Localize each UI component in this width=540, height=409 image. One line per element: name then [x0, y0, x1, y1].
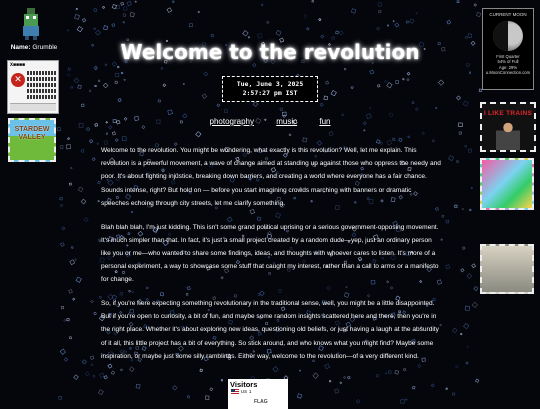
star — [280, 108, 283, 111]
star — [410, 19, 414, 23]
star — [331, 90, 336, 95]
star — [320, 103, 323, 106]
star — [412, 102, 414, 104]
star — [91, 364, 93, 366]
i-like-trains-stamp-text: I LIKE TRAINS — [482, 110, 534, 117]
star — [94, 9, 97, 12]
star — [75, 14, 80, 19]
widget-logo: X■■■■ — [10, 62, 25, 68]
star — [127, 1, 132, 6]
nav-link-photography[interactable]: photography — [210, 117, 254, 126]
star — [97, 143, 99, 145]
star — [85, 372, 89, 376]
star — [416, 108, 419, 111]
star — [396, 80, 399, 83]
photo-stamp — [480, 244, 534, 294]
star — [112, 24, 115, 27]
star — [467, 274, 472, 279]
visitor-count: 1 — [249, 389, 251, 394]
star — [163, 84, 166, 87]
star — [67, 318, 70, 321]
star — [64, 319, 66, 321]
i-like-trains-stamp — [480, 102, 536, 152]
star — [68, 74, 70, 76]
star — [104, 26, 108, 30]
star — [158, 100, 161, 103]
star — [217, 104, 220, 107]
star — [103, 83, 108, 88]
star — [130, 13, 134, 17]
star — [98, 181, 101, 184]
pet-sprite — [18, 6, 44, 42]
star — [438, 80, 443, 85]
pet-name-label: Name: — [11, 44, 31, 51]
star — [198, 11, 200, 13]
star — [465, 145, 467, 147]
star — [463, 101, 468, 106]
star — [92, 158, 95, 161]
article-paragraph-2: Blah blah blah, I'm just kidding. This isn't some grand political uprising or a serious government-opposing movement. It's much simpler than that. In fact, it's just a small project created by a random dude—yep, just an ordinary person like you or me—who wanted to share some findings, ideas, and thoughts with whoever cares to listen. It's more of a personal experiment, a way to showcase some stuff that caught my interest, rather than a call to arms or a manifesto for change. — [101, 221, 441, 287]
star — [466, 362, 468, 364]
star — [403, 79, 404, 80]
star — [221, 380, 222, 381]
star — [459, 132, 462, 135]
widget-strip — [10, 103, 56, 111]
star — [69, 183, 71, 185]
star — [469, 72, 470, 73]
moon-phase: First Quarter — [483, 54, 533, 59]
visitor-country: US — [241, 389, 247, 394]
star — [416, 13, 417, 14]
star — [115, 81, 117, 83]
flag-counter-brand: FLAG — [254, 399, 268, 405]
star — [324, 96, 328, 100]
star — [344, 68, 346, 70]
star — [210, 388, 213, 391]
star — [68, 138, 70, 140]
star — [86, 127, 90, 131]
star — [370, 70, 374, 74]
star — [475, 379, 478, 382]
star — [461, 269, 464, 272]
star — [267, 21, 270, 24]
star — [303, 138, 307, 142]
star — [336, 31, 339, 34]
star — [204, 72, 208, 76]
star — [73, 298, 75, 300]
star — [57, 127, 60, 130]
star — [167, 8, 172, 13]
star — [71, 86, 73, 88]
star — [449, 156, 454, 161]
star — [422, 132, 425, 135]
visitors-title: Visitors — [228, 379, 288, 389]
star — [325, 81, 328, 84]
star — [406, 399, 408, 401]
star — [121, 72, 123, 74]
star — [347, 376, 350, 379]
star — [142, 126, 145, 129]
star — [104, 376, 107, 379]
star — [407, 78, 409, 80]
star — [460, 333, 462, 335]
star — [401, 400, 404, 403]
star — [452, 328, 457, 333]
star — [406, 21, 408, 23]
moon-illumination: 54% of Full — [483, 59, 533, 64]
star — [342, 114, 344, 116]
star — [319, 18, 321, 20]
star — [98, 390, 103, 395]
colorful-stamp — [480, 158, 534, 210]
star — [124, 79, 126, 81]
star — [205, 396, 209, 400]
star — [289, 134, 291, 136]
star — [91, 300, 94, 303]
star — [321, 35, 324, 38]
star — [74, 375, 79, 380]
article-paragraph-3: So, if you're here expecting something revolutionary in the traditional sense, well, you might be a little disappointed. But if you're open to curiosity, a bit of fun, and maybe some random insights scattered here and there, then you're in the right place. Whether it's about exploring new ideas, questioning old beliefs, or just having a laugh at the absurdity of it all, this little project has a bit of everything. So stick around, and who knows what you might find? Maybe some inspiration, or maybe just some silly ramblings. Either way, welcome to the revolution—of a very different kind. — [101, 297, 441, 363]
star — [431, 384, 434, 387]
article-body — [101, 144, 441, 374]
star — [435, 107, 436, 108]
star — [462, 247, 465, 250]
star — [376, 140, 380, 144]
star — [115, 73, 118, 76]
star — [69, 289, 73, 293]
star — [90, 356, 94, 360]
star — [84, 217, 88, 221]
star — [74, 78, 79, 83]
star — [122, 137, 126, 141]
star — [446, 220, 449, 223]
clock-time: 2:57:27 pm IST — [223, 89, 317, 98]
close-icon: ✕ — [11, 73, 25, 87]
moon-footer-link[interactable]: u.MoonConnection.com — [483, 70, 533, 75]
star — [71, 247, 73, 249]
star — [340, 382, 342, 384]
star — [94, 312, 97, 315]
star — [68, 68, 71, 71]
star — [161, 67, 163, 69]
star — [189, 24, 192, 27]
star — [64, 358, 67, 361]
star — [106, 133, 108, 135]
star — [471, 187, 472, 188]
star — [115, 139, 118, 142]
star — [393, 20, 394, 21]
star — [105, 64, 106, 65]
star — [78, 187, 83, 192]
star — [467, 346, 468, 347]
star — [89, 90, 91, 92]
nav-link-fun[interactable]: fun — [319, 117, 330, 126]
us-flag-icon — [231, 389, 239, 394]
star — [187, 396, 190, 399]
star — [378, 2, 382, 6]
star — [441, 239, 443, 241]
star — [76, 8, 78, 10]
star — [82, 360, 86, 364]
star — [351, 9, 356, 14]
star — [95, 68, 97, 70]
star — [476, 12, 480, 16]
star — [76, 277, 81, 282]
star — [376, 374, 379, 377]
star — [67, 29, 69, 31]
star — [297, 394, 302, 399]
star — [472, 264, 476, 268]
moon-age: Age: 29% — [483, 65, 533, 70]
star — [98, 200, 99, 201]
star — [136, 384, 140, 388]
star — [123, 14, 126, 17]
star — [455, 205, 457, 207]
star — [412, 386, 415, 389]
star — [248, 37, 250, 39]
star — [351, 86, 353, 88]
star — [75, 259, 77, 261]
star — [89, 140, 92, 143]
star — [276, 30, 281, 35]
star — [377, 85, 380, 88]
star — [243, 31, 248, 36]
star — [60, 146, 63, 149]
nav-links — [0, 117, 540, 126]
star — [456, 161, 458, 163]
star — [81, 149, 84, 152]
star — [457, 1, 459, 3]
star — [183, 83, 184, 84]
star — [329, 380, 331, 382]
star — [121, 2, 124, 5]
star — [77, 26, 82, 31]
star — [304, 15, 307, 18]
star — [202, 94, 206, 98]
star — [456, 96, 460, 100]
star — [103, 6, 105, 8]
star — [196, 132, 201, 137]
star — [464, 323, 469, 328]
star — [71, 167, 73, 169]
star — [469, 209, 471, 211]
star — [62, 227, 65, 230]
star — [312, 0, 314, 2]
star — [224, 110, 227, 113]
star — [109, 126, 112, 129]
star — [82, 18, 85, 21]
star — [456, 366, 458, 368]
star — [172, 1, 174, 3]
star — [474, 4, 476, 6]
star — [70, 260, 75, 265]
star — [472, 302, 477, 307]
page-title: Welcome to the revolution — [0, 40, 540, 64]
star — [407, 72, 410, 75]
star — [135, 1, 136, 2]
star — [446, 265, 450, 269]
star — [329, 132, 333, 136]
clock-date: Tue, June 3, 2025 — [223, 80, 317, 89]
star — [81, 199, 86, 204]
star — [257, 34, 262, 39]
star — [395, 23, 399, 27]
star — [61, 243, 65, 247]
stardew-valley-stamp-text: STARDEW VALLEY — [12, 126, 52, 142]
star — [261, 4, 263, 6]
star — [393, 138, 395, 140]
article-paragraph-1: Welcome to the revolution. You might be wondering, what exactly is this revolution? Well, let me explain. This revolution is a powerful movement, a wave of change aimed at standing up against those who oppress the needy and poor. It's about fighting injustice, breaking down barriers, and creating a world where everyone has a fair chance. Sounds intense, right? But hold on — before you start imagining crowds marching with banners or dramatic speeches echoing through city streets, let me clarify something. — [101, 144, 441, 210]
star — [69, 337, 71, 339]
star — [370, 108, 371, 109]
star — [442, 215, 444, 217]
star — [100, 373, 105, 378]
visitor-row — [228, 389, 288, 394]
star — [462, 208, 464, 210]
star — [253, 102, 258, 107]
star — [112, 132, 115, 135]
star — [387, 83, 392, 88]
star — [95, 30, 100, 35]
widget-rows — [27, 71, 56, 101]
star — [384, 80, 387, 83]
star — [81, 104, 84, 107]
star — [399, 138, 403, 142]
star — [307, 28, 309, 30]
star — [408, 136, 410, 138]
star — [93, 375, 95, 377]
star — [339, 31, 343, 35]
star — [168, 110, 173, 115]
star — [465, 306, 470, 311]
star — [343, 376, 345, 378]
star — [468, 34, 472, 38]
moon-header: CURRENT MOON — [483, 12, 533, 17]
star — [118, 98, 121, 101]
star — [78, 85, 82, 89]
star — [468, 149, 472, 153]
star — [59, 396, 62, 399]
star — [61, 306, 64, 309]
nav-link-music[interactable]: music — [276, 117, 297, 126]
star — [211, 34, 214, 37]
star — [474, 286, 478, 290]
star — [388, 25, 389, 26]
pixel-widget[interactable] — [7, 60, 59, 114]
star — [66, 145, 70, 149]
star — [173, 386, 178, 391]
star — [447, 20, 451, 24]
star — [60, 349, 65, 354]
star — [364, 130, 366, 132]
star — [356, 399, 360, 403]
star — [60, 204, 62, 206]
star — [377, 27, 380, 30]
star — [123, 22, 125, 24]
star — [446, 388, 448, 390]
date-time-clock — [222, 76, 318, 102]
star — [334, 389, 338, 393]
star — [313, 373, 318, 378]
star — [117, 66, 119, 68]
star — [94, 28, 96, 30]
star — [453, 393, 455, 395]
star — [95, 85, 96, 86]
pet-name-value: Grumble — [32, 44, 57, 51]
star — [379, 10, 381, 12]
star — [123, 7, 127, 11]
star — [465, 36, 468, 39]
star — [60, 197, 63, 200]
star — [432, 140, 434, 142]
star — [98, 80, 100, 82]
